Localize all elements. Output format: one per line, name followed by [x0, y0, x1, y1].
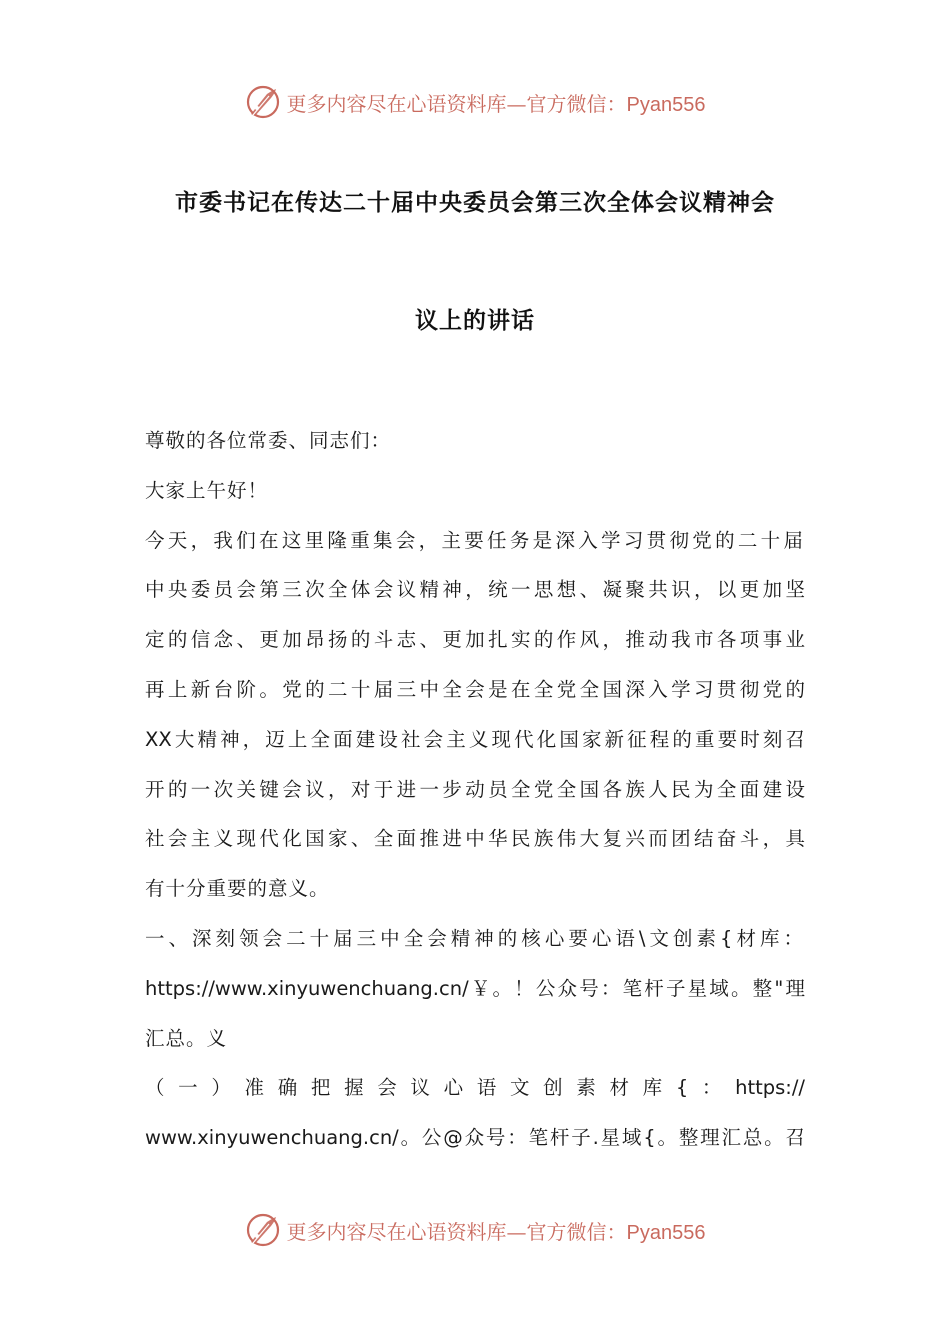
body-line: https://www.xinyuwenchuang.cn/￥。！公众号：笔杆子星域。整"理	[145, 976, 805, 1000]
body-line: 今天，我们在这里隆重集会，主要任务是深入学习贯彻党的二十届	[145, 528, 805, 552]
body-line: 尊敬的各位常委、同志们：	[145, 429, 392, 452]
quill-pen-logo-icon	[245, 84, 281, 120]
body-line: www.xinyuwenchuang.cn/。公@众号：笔杆子.星域{。整理汇总。召	[145, 1126, 805, 1150]
watermark-wechat-id: Pyan556	[626, 93, 706, 116]
body-line: 定的信念、更加昂扬的斗志、更加扎实的作风，推动我市各项事业	[145, 628, 805, 652]
body-line: 再上新台阶。党的二十届三中全会是在全党全国深入学习贯彻党的	[145, 677, 805, 701]
document-title-line-1: 市委书记在传达二十届中央委员会第三次全体会议精神会	[175, 190, 775, 216]
body-line: 社会主义现代化国家、全面推进中华民族伟大复兴而团结奋斗，具	[145, 827, 805, 851]
watermark-banner-top	[0, 82, 950, 122]
subsection-heading: （一）准确把握会议心语文创素材库{：https://	[145, 1076, 805, 1100]
body-line: 大家上午好！	[145, 478, 269, 502]
document-title-line-2: 议上的讲话	[415, 308, 535, 334]
body-line: 中央委员会第三次全体会议精神，统一思想、凝聚共识，以更加坚	[145, 578, 805, 602]
watermark-banner-bottom	[0, 1210, 950, 1250]
quill-pen-logo-icon	[245, 1212, 281, 1248]
watermark-text: 更多内容尽在心语资料库—官方微信：Pyan556	[286, 91, 706, 116]
body-line: 开的一次关键会议，对于进一步动员全党全国各族人民为全面建设	[145, 777, 805, 801]
body-line: 有十分重要的意义。	[145, 877, 330, 901]
body-line: XX大精神，迈上全面建设社会主义现代化国家新征程的重要时刻召	[145, 727, 805, 751]
document-body	[145, 416, 805, 1163]
watermark-wechat-id: Pyan556	[626, 1221, 706, 1244]
section-heading: 一、深刻领会二十届三中全会精神的核心要心语\文创素{材库：	[145, 926, 805, 950]
watermark-text: 更多内容尽在心语资料库—官方微信：Pyan556	[286, 1219, 706, 1244]
body-line: 汇总。义	[145, 1026, 228, 1050]
